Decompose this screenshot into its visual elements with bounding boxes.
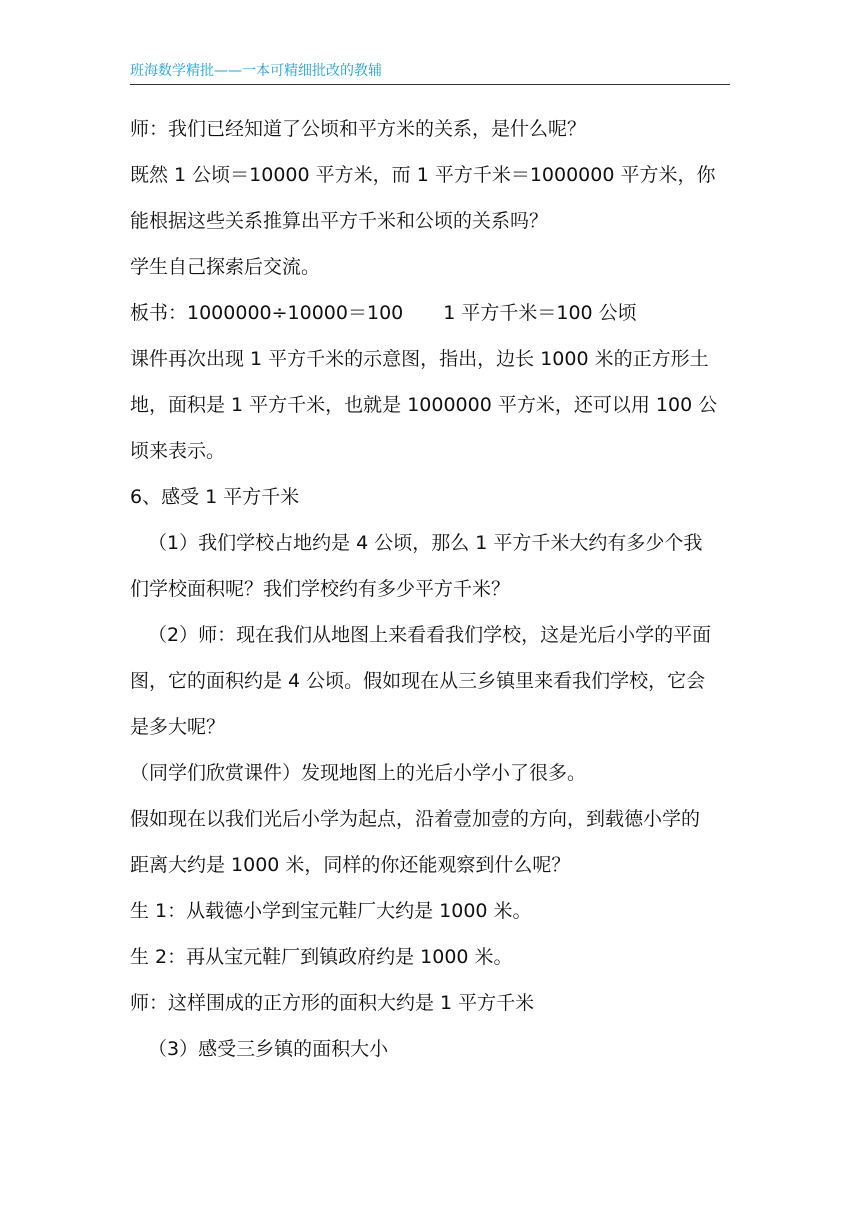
- text-line: 学生自己探索后交流。: [130, 256, 321, 278]
- text-line: （2）师：现在我们从地图上来看看我们学校，这是光后小学的平面: [148, 624, 712, 646]
- text-line: 师：我们已经知道了公顷和平方米的关系，是什么呢？: [130, 118, 587, 140]
- text-line: 是多大呢？: [130, 716, 226, 738]
- text-line: 假如现在以我们光后小学为起点，沿着壹加壹的方向，到载德小学的: [130, 808, 701, 830]
- board-writing-line: [130, 290, 730, 336]
- text-line: 师：这样围成的正方形的面积大约是 1 平方千米: [130, 992, 535, 1014]
- text-line: 们学校面积呢？我们学校约有多少平方千米？: [130, 578, 511, 600]
- document-body: [130, 106, 730, 1072]
- text-line: 生 1：从载德小学到宝元鞋厂大约是 1000 米。: [130, 900, 532, 922]
- board-equation-conversion: 1 平方千米＝100 公顷: [443, 302, 637, 324]
- section-heading: 6、感受 1 平方千米: [130, 486, 300, 508]
- page-header: [130, 62, 730, 85]
- text-line: 距离大约是 1000 米，同样的你还能观察到什么呢？: [130, 854, 571, 876]
- text-line: 既然 1 公顷＝10000 平方米，而 1 平方千米＝1000000 平方米，你: [130, 164, 716, 186]
- text-line: 生 2：再从宝元鞋厂到镇政府约是 1000 米。: [130, 946, 513, 968]
- text-line: 图，它的面积约是 4 公顷。假如现在从三乡镇里来看我们学校，它会: [130, 670, 706, 692]
- text-line: 能根据这些关系推算出平方千米和公顷的关系吗？: [130, 210, 549, 232]
- text-line: 顷来表示。: [130, 440, 226, 462]
- text-line: （同学们欣赏课件）发现地图上的光后小学小了很多。: [130, 762, 587, 784]
- header-title: 班海数学精批——一本可精细批改的教辅: [130, 63, 382, 79]
- board-equation-division: 板书：1000000÷10000＝100: [130, 302, 404, 324]
- text-line: （1）我们学校占地约是 4 公顷，那么 1 平方千米大约有多少个我: [148, 532, 703, 554]
- text-line: （3）感受三乡镇的面积大小: [148, 1038, 389, 1060]
- text-line: 地，面积是 1 平方千米，也就是 1000000 平方米，还可以用 100 公: [130, 394, 718, 416]
- text-line: 课件再次出现 1 平方千米的示意图，指出，边长 1000 米的正方形土: [130, 348, 709, 370]
